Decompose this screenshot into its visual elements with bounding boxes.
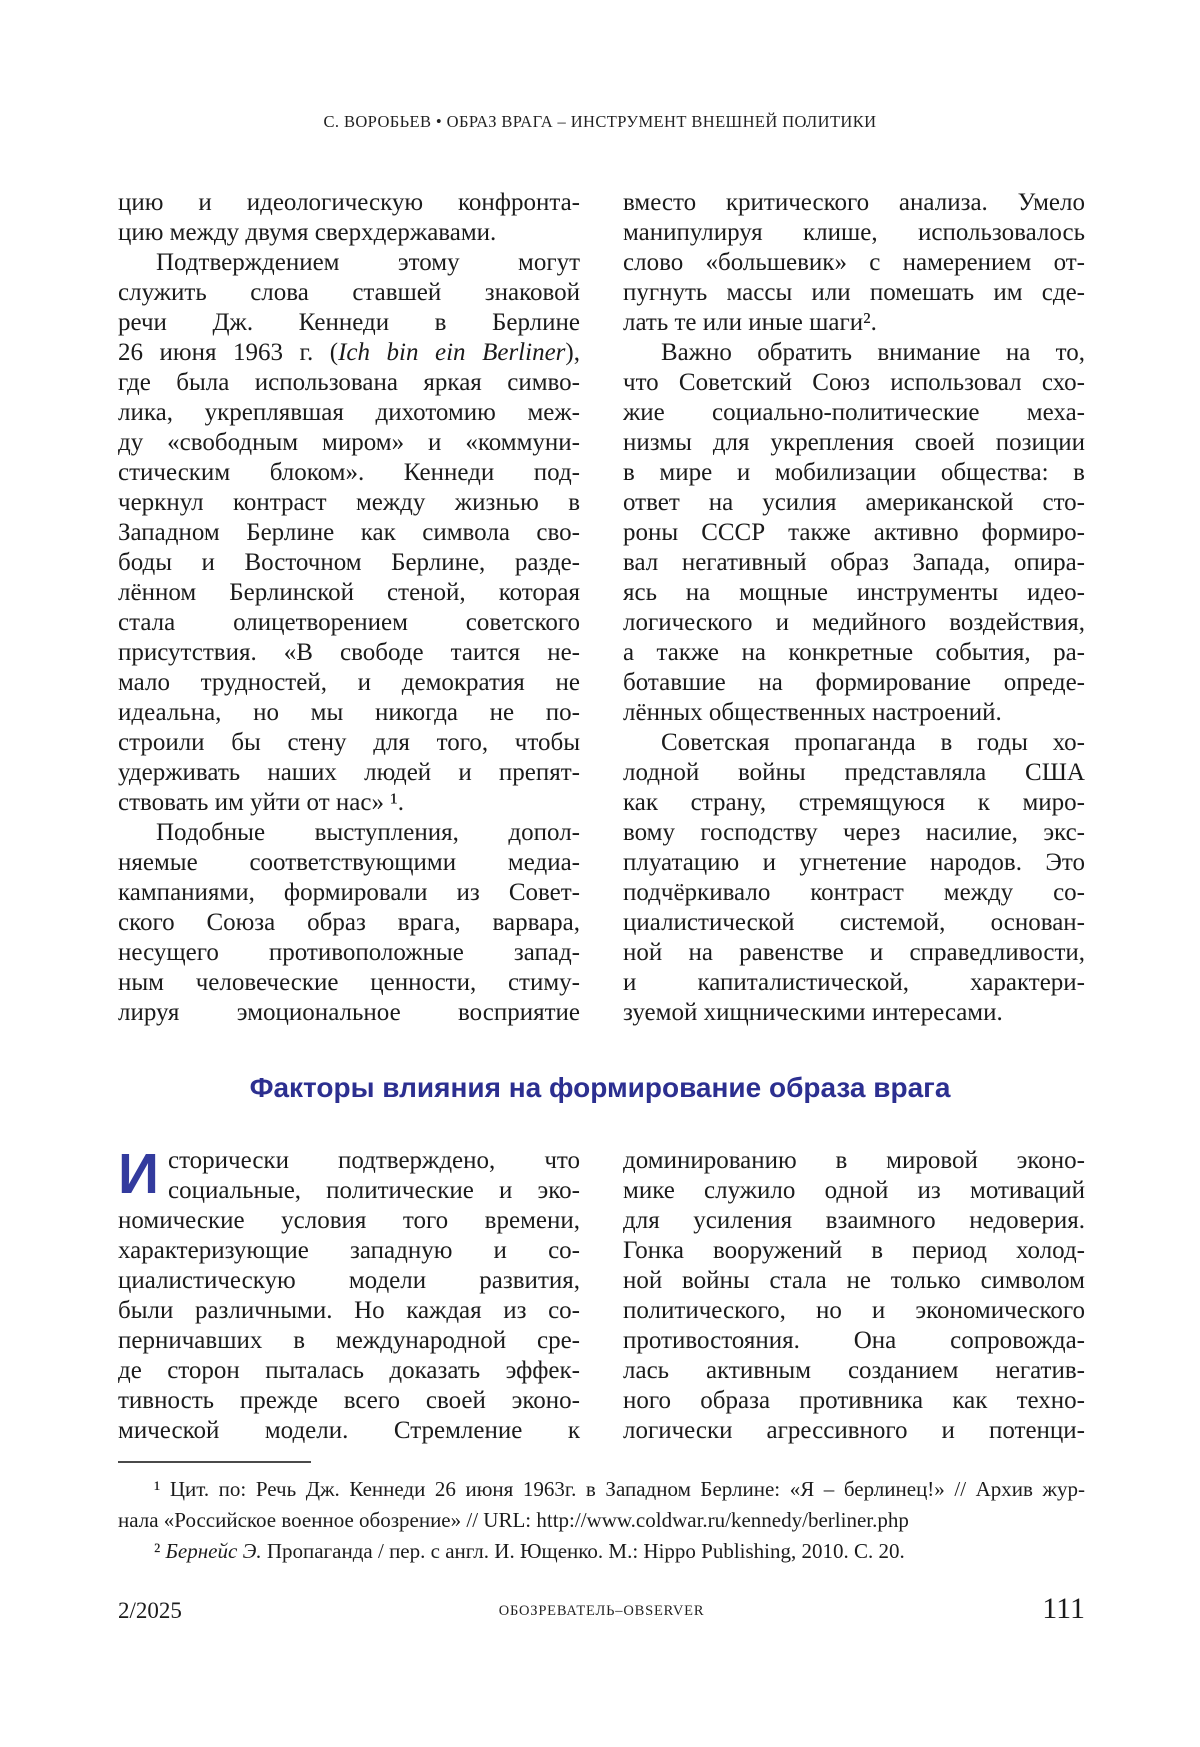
text-line (623, 578, 1085, 608)
text-line (623, 308, 1085, 338)
text-line (623, 548, 1085, 578)
text-segment: Пропаганда / пер. с англ. И. Ющенко. М.: Hippo Publishing, 2010. С. 20. (261, 1539, 905, 1563)
text-line (118, 998, 580, 1028)
text-line (623, 908, 1085, 938)
text-segment: перничавших в международной сре- (118, 1327, 580, 1354)
text-segment: слово «большевик» с намерением от- (623, 249, 1085, 276)
footnote-separator (118, 1461, 311, 1463)
text-line (623, 488, 1085, 518)
text-segment: речи Дж. Кеннеди в Берлине (118, 309, 580, 336)
text-line (118, 1475, 1085, 1504)
text-line (623, 698, 1085, 728)
text-segment: плуатацию и угнетение народов. Это (623, 849, 1085, 876)
text-line (623, 188, 1085, 218)
text-segment: Гонка вооружений в период холод- (623, 1237, 1085, 1264)
text-line (623, 338, 1085, 368)
text-segment: вместо критического анализа. Умело (623, 189, 1085, 216)
text-segment: де сторон пыталась доказать эффек- (118, 1357, 580, 1384)
text-line (623, 458, 1085, 488)
text-line (118, 608, 580, 638)
text-segment: присутствия. «В свободе таится не- (118, 639, 580, 666)
text-line (623, 758, 1085, 788)
text-line (623, 878, 1085, 908)
text-segment: лённых общественных настроений. (623, 699, 1002, 726)
text-line (118, 428, 580, 458)
text-line (118, 1206, 580, 1236)
text-segment: лась активным созданием негатив- (623, 1357, 1085, 1384)
text-line (118, 1146, 580, 1176)
footer-issue-number: 2/2025 (118, 1598, 182, 1623)
text-segment: лика, укреплявшая дихотомию меж- (118, 399, 580, 426)
text-segment: лируя эмоциональное восприятие (118, 999, 580, 1026)
text-segment: характеризующие западную и со- (118, 1237, 580, 1264)
text-line (623, 638, 1085, 668)
text-segment: в мире и мобилизации общества: в (623, 459, 1085, 486)
text-segment: боды и Восточном Берлине, разде- (118, 549, 580, 576)
text-line (623, 398, 1085, 428)
text-line (623, 968, 1085, 998)
text-line (118, 758, 580, 788)
text-line (118, 788, 580, 818)
text-segment: Подтверждением этому могут (156, 249, 580, 276)
page-footer (118, 1592, 1085, 1636)
text-segment: цию и идеологическую конфронта- (118, 189, 580, 216)
text-line (623, 818, 1085, 848)
text-segment: Подобные выступления, допол- (156, 819, 580, 846)
footer-journal-title: ОБОЗРЕВАТЕЛЬ–OBSERVER (498, 1603, 705, 1619)
text-line (623, 218, 1085, 248)
text-line (118, 308, 580, 338)
footer-page-number: 111 (1042, 1592, 1085, 1625)
text-segment: Западном Берлине как символа сво- (118, 519, 580, 546)
text-line (118, 1506, 1085, 1535)
text-line (118, 1266, 580, 1296)
text-segment: и капиталистической, характери- (623, 969, 1085, 996)
text-line (118, 848, 580, 878)
text-line (118, 1386, 580, 1416)
text-line (118, 368, 580, 398)
text-segment: логического и медийного воздействия, (623, 609, 1085, 636)
text-segment: номические условия того времени, (118, 1207, 580, 1234)
text-line (623, 608, 1085, 638)
text-segment: цию между двумя сверхдержавами. (118, 219, 497, 246)
text-segment: ной на равенстве и справедливости, (623, 939, 1085, 966)
text-line (623, 728, 1085, 758)
text-segment: политического, но и экономического (623, 1297, 1085, 1324)
text-line (623, 848, 1085, 878)
text-segment: сторически подтверждено, что (167, 1147, 580, 1174)
text-segment: пугнуть массы или помешать им сде- (623, 279, 1085, 306)
text-segment: Бернейс Э. (165, 1539, 262, 1563)
text-segment: ), (565, 339, 580, 366)
text-segment: а также на конкретные события, ра- (623, 639, 1085, 666)
text-segment: что Советский Союз использовал схо- (623, 369, 1085, 396)
text-line (623, 248, 1085, 278)
text-segment: доминированию в мировой эконо- (623, 1147, 1085, 1174)
text-line (118, 518, 580, 548)
text-line (623, 518, 1085, 548)
text-line (118, 908, 580, 938)
text-line (118, 968, 580, 998)
text-segment: логически агрессивного и потенци- (623, 1417, 1085, 1444)
text-line (623, 368, 1085, 398)
text-line (118, 338, 580, 368)
text-segment: низмы для укрепления своей позиции (623, 429, 1085, 456)
text-segment: 26 июня 1963 г. ( (118, 339, 339, 366)
text-line (118, 638, 580, 668)
text-line (623, 788, 1085, 818)
text-segment: социальные, политические и эко- (167, 1177, 580, 1204)
text-line (118, 218, 580, 248)
text-segment: вал негативный образ Запада, опира- (623, 549, 1085, 576)
text-line (118, 398, 580, 428)
text-segment: где была использована яркая симво- (118, 369, 580, 396)
text-segment: как страну, стремящуюся к миро- (623, 789, 1085, 816)
text-line (623, 668, 1085, 698)
text-segment: ясь на мощные инструменты идео- (623, 579, 1085, 606)
text-segment: Важно обратить внимание на то, (661, 339, 1085, 366)
text-segment: мике служило одной из мотиваций (623, 1177, 1085, 1204)
text-line (623, 1206, 1085, 1236)
text-line (118, 548, 580, 578)
text-segment: жие социально-политические меха- (623, 399, 1085, 426)
text-line (118, 188, 580, 218)
text-line (118, 878, 580, 908)
column-bottom-right (623, 1146, 1085, 1446)
text-line (623, 1176, 1085, 1206)
text-segment: зуемой хищническими интересами. (623, 999, 1003, 1026)
text-segment: были различными. Но каждая из со- (118, 1297, 580, 1324)
text-line (118, 668, 580, 698)
text-segment: ной войны стала не только символом (623, 1267, 1085, 1294)
column-top-left (118, 188, 580, 1028)
text-segment: ¹ Цит. по: Речь Дж. Кеннеди 26 июня 1963г. в Западном Берлине: «Я – берлинец!» // Архив жур- (154, 1477, 1085, 1501)
text-line (118, 1416, 580, 1446)
text-line (118, 938, 580, 968)
text-segment: вому господству через насилие, экс- (623, 819, 1085, 846)
text-line (118, 578, 580, 608)
text-segment: для усиления взаимного недоверия. (623, 1207, 1085, 1234)
text-segment: тивность прежде всего своей эконо- (118, 1387, 580, 1414)
running-header: С. ВОРОБЬЕВ • ОБРАЗ ВРАГА – ИНСТРУМЕНТ ВНЕШНЕЙ ПОЛИТИКИ (323, 112, 877, 131)
text-segment: циалистическую модели развития, (118, 1267, 580, 1294)
text-segment: кампаниями, формировали из Совет- (118, 879, 580, 906)
text-segment: ным человеческие ценности, стиму- (118, 969, 580, 996)
text-line (118, 698, 580, 728)
text-segment: ского Союза образ врага, варвара, (118, 909, 580, 936)
text-line (623, 1416, 1085, 1446)
text-line (623, 938, 1085, 968)
text-line (118, 248, 580, 278)
drop-cap-letter: И (118, 1142, 159, 1206)
text-line (118, 1537, 1085, 1566)
text-line (623, 1146, 1085, 1176)
text-line (623, 1296, 1085, 1326)
text-segment: ду «свободным миром» и «коммуни- (118, 429, 580, 456)
text-line (118, 458, 580, 488)
text-line (623, 1236, 1085, 1266)
text-segment: ствовать им уйти от нас» ¹. (118, 789, 404, 816)
text-line (118, 1326, 580, 1356)
footnotes (118, 1475, 1085, 1568)
text-segment: черкнул контраст между жизнью в (118, 489, 580, 516)
text-line (623, 1356, 1085, 1386)
text-line (623, 278, 1085, 308)
text-segment: няемые соответствующими медиа- (118, 849, 580, 876)
text-segment: ного образа противника как техно- (623, 1387, 1085, 1414)
column-bottom-left (118, 1142, 580, 1446)
text-line (623, 1266, 1085, 1296)
text-segment: лать те или иные шаги². (623, 309, 877, 336)
text-line (623, 428, 1085, 458)
text-segment: Советская пропаганда в годы хо- (661, 729, 1085, 756)
section-heading: Факторы влияния на формирование образа врага (249, 1072, 951, 1103)
text-segment: ботавшие на формирование опреде- (623, 669, 1085, 696)
text-line (118, 728, 580, 758)
text-segment: идеальна, но мы никогда не по- (118, 699, 580, 726)
text-segment: удерживать наших людей и препят- (118, 759, 580, 786)
text-segment: нала «Российское военное обозрение» // URL: http://www.coldwar.ru/kennedy/berliner.php (118, 1508, 909, 1532)
text-segment: строили бы стену для того, чтобы (118, 729, 580, 756)
text-line (118, 278, 580, 308)
text-segment: стала олицетворением советского (118, 609, 580, 636)
text-segment: подчёркивало контраст между со- (623, 879, 1085, 906)
text-segment: служить слова ставшей знаковой (118, 279, 580, 306)
text-segment: лённом Берлинской стеной, которая (118, 579, 580, 606)
text-segment: Ich bin ein Berliner (338, 339, 566, 366)
text-segment: противостояния. Она сопровожда- (623, 1327, 1085, 1354)
text-line (118, 1176, 580, 1206)
text-line (118, 818, 580, 848)
text-segment: несущего противоположные запад- (118, 939, 580, 966)
text-segment: ответ на усилия американской сто- (623, 489, 1085, 516)
text-line (623, 1386, 1085, 1416)
text-segment: ² (154, 1539, 166, 1563)
text-line (118, 1236, 580, 1266)
text-segment: стическим блоком». Кеннеди под- (118, 459, 580, 486)
text-line (118, 1356, 580, 1386)
text-line (623, 998, 1085, 1028)
text-line (118, 488, 580, 518)
text-segment: мической модели. Стремление к (118, 1417, 580, 1444)
text-line (118, 1296, 580, 1326)
text-line (623, 1326, 1085, 1356)
text-segment: роны СССР также активно формиро- (623, 519, 1085, 546)
column-top-right (623, 188, 1085, 1028)
text-segment: лодной войны представляла США (623, 759, 1085, 786)
text-segment: циалистической системой, основан- (623, 909, 1085, 936)
text-segment: мало трудностей, и демократия не (118, 669, 580, 696)
text-segment: манипулируя клише, использовалось (623, 219, 1085, 246)
